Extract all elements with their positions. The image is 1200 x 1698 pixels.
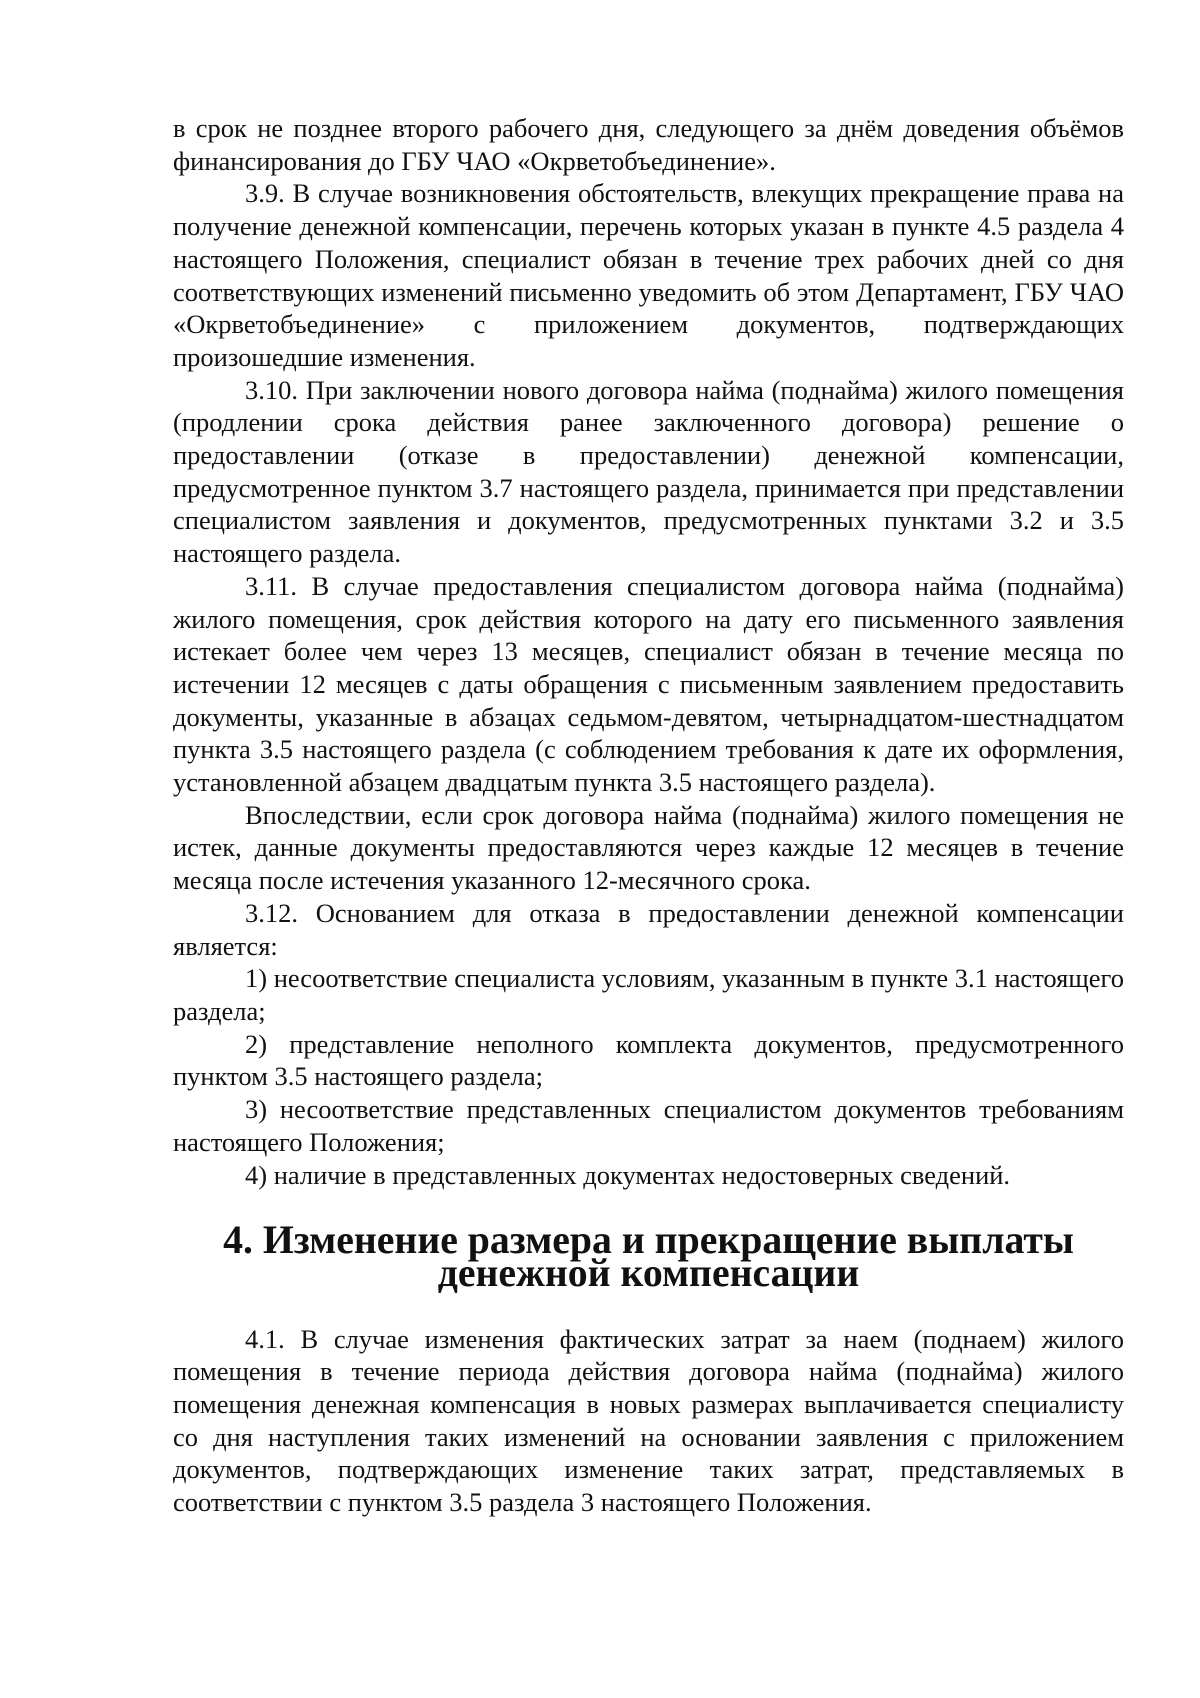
document-body	[173, 112, 1124, 1519]
list-item-1: 1) несоответствие специалиста условиям, указанным в пункте 3.1 настоящего раздела;	[173, 963, 1124, 1026]
section-4-heading: 4. Изменение размера и прекращение выплаты денежной компенсации	[223, 1218, 1074, 1295]
paragraph-3-11: 3.11. В случае предоставления специалистом договора найма (поднайма) жилого помещения, срок действия которого на дату его письменного заявления истекает более чем через 13 месяцев, специалист обязан в течение месяца по истечении 12 месяцев с даты обращения с письменным заявлением предоставить документы, указанные в абзацах седьмом-девятом, четырнадцатом-шестнадцатом пункта 3.5 настоящего раздела (с соблюдением требования к дате их оформления, установленной абзацем двадцатым пункта 3.5 настоящего раздела).	[173, 570, 1124, 798]
paragraph-3-11-subsequent: Впоследствии, если срок договора найма (поднайма) жилого помещения не истек, данные документы предоставляются через каждые 12 месяцев в течение месяца после истечения указанного 12-месячного срока.	[173, 799, 1124, 896]
list-item-2: 2) представление неполного комплекта документов, предусмотренного пунктом 3.5 настоящего раздела;	[173, 1028, 1124, 1092]
paragraph-continuation: в срок не позднее второго рабочего дня, следующего за днём доведения объёмов финансирования до ГБУ ЧАО «Окрветобъединение».	[173, 113, 1124, 176]
list-item-3: 3) несоответствие представленных специалистом документов требованиям настоящего Положения;	[173, 1094, 1124, 1157]
list-item-4: 4) наличие в представленных документах недостоверных сведений.	[245, 1159, 1011, 1190]
paragraph-3-12: 3.12. Основанием для отказа в предоставлении денежной компенсации является:	[173, 897, 1124, 961]
paragraph-3-9: 3.9. В случае возникновения обстоятельств, влекущих прекращение права на получение денежной компенсации, перечень которых указан в пункте 4.5 раздела 4 настоящего Положения, специалист обязан в течение трех рабочих дней со дня соответствующих изменений письменно уведомить об этом Департамент, ГБУ ЧАО «Окрветобъединение» с приложением документов, подтверждающих произошедшие изменения.	[173, 178, 1124, 372]
paragraph-4-1: 4.1. В случае изменения фактических затрат за наем (поднаем) жилого помещения в течение периода действия договора найма (поднайма) жилого помещения денежная компенсация в новых размерах выплачивается специалисту со дня наступления таких изменений на основании заявления с приложением документов, подтверждающих изменение таких затрат, представляемых в соответствии с пунктом 3.5 раздела 3 настоящего Положения.	[173, 1323, 1124, 1518]
paragraph-3-10: 3.10. При заключении нового договора найма (поднайма) жилого помещения (продлении срока действия ранее заключенного договора) решение о предоставлении (отказе в предоставлении) денежной компенсации, предусмотренное пунктом 3.7 настоящего раздела, принимается при представлении специалистом заявления и документов, предусмотренных пунктами 3.2 и 3.5 настоящего раздела.	[173, 374, 1124, 569]
